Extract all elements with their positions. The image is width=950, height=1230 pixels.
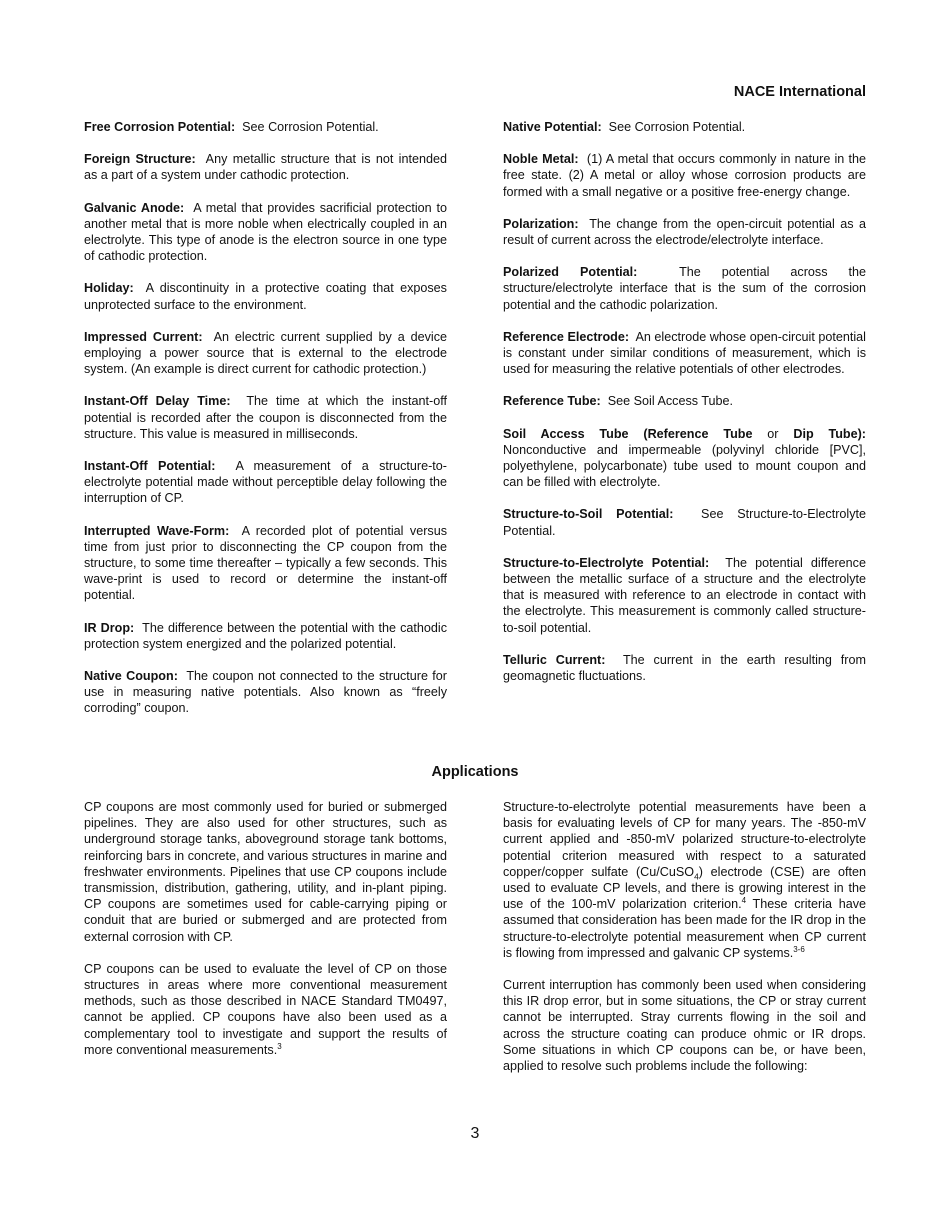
definition-text: An electric current supplied by a device employing a power source that is external to the electrode system. (An example is direct current for cathodic protection.) bbox=[84, 329, 447, 377]
definition-term-connector: or bbox=[752, 426, 794, 441]
definition-term: Native Coupon: bbox=[84, 669, 178, 684]
definition-text: The current in the earth resulting from geomagnetic fluctuations. bbox=[503, 652, 866, 684]
running-header: NACE International bbox=[733, 84, 866, 100]
definition-text: The time at which the instant-off potential is recorded after the coupon is disconnected from the structure. This value is measured in milliseconds. bbox=[84, 394, 447, 441]
definition-term: Impressed Current: bbox=[84, 329, 203, 344]
definition-term: Dip Tube): bbox=[793, 426, 866, 441]
definition-term: IR Drop: bbox=[84, 620, 135, 635]
definition-entry bbox=[84, 458, 447, 507]
definition-entry bbox=[503, 426, 866, 491]
definition-entry bbox=[84, 329, 447, 378]
definition-entry bbox=[503, 264, 866, 313]
definition-entry bbox=[84, 280, 447, 312]
definition-entry bbox=[503, 555, 866, 636]
definition-entry bbox=[84, 119, 447, 135]
definition-entry bbox=[503, 652, 866, 684]
definition-term: Noble Metal: bbox=[503, 152, 579, 167]
definition-text: The change from the open-circuit potential as a result of current across the electrode/electrolyte interface. bbox=[503, 216, 866, 248]
applications-paragraph: Current interruption has commonly been used when considering this IR drop error, but in some situations, the CP or stray current cannot be interrupted. Stray currents flowing in the soil and across the structure coating can produce ohmic or IR drops. Some situations in which CP coupons can be, or have been, applied to resolve such problems include the following: bbox=[503, 978, 866, 1074]
definition-entry bbox=[84, 393, 447, 442]
paragraph-text: These criteria have assumed that consideration has been made for the IR drop in the structure-to-electrolyte potential measurement when CP current is flowing from impressed and galvanic CP systems. bbox=[503, 897, 867, 960]
definition-term: Structure-to-Soil Potential: bbox=[503, 507, 674, 522]
definition-term: Reference Tube: bbox=[503, 394, 601, 409]
definition-entry bbox=[503, 216, 866, 248]
definition-term: Foreign Structure: bbox=[84, 152, 196, 167]
definition-entry bbox=[503, 506, 866, 538]
page-number: 3 bbox=[470, 1125, 480, 1142]
definition-term: Holiday: bbox=[84, 281, 134, 296]
definition-text: The coupon not connected to the structure for use in measuring native potentials. Also known as “freely corroding” coupon. bbox=[84, 669, 447, 716]
definition-term: Instant-Off Potential: bbox=[84, 459, 216, 474]
definition-term: Reference Electrode: bbox=[503, 329, 630, 344]
definitions-left-column bbox=[84, 119, 447, 717]
definition-text: (1) A metal that occurs commonly in nature in the free state. (2) A metal or alloy whose corrosion products are formed with a small negative or a positive free-energy change. bbox=[503, 152, 866, 199]
definition-text: The difference between the potential with the cathodic protection system energized and the polarized potential. bbox=[84, 620, 447, 651]
definition-term: Telluric Current: bbox=[503, 652, 606, 667]
definition-text: See Corrosion Potential. bbox=[242, 120, 379, 134]
definition-term: Structure-to-Electrolyte Potential: bbox=[503, 555, 710, 570]
definition-term: Free Corrosion Potential: bbox=[84, 120, 236, 134]
reference-superscript: 3-6 bbox=[793, 944, 805, 954]
definition-entry bbox=[84, 620, 447, 652]
definition-text: A metal that provides sacrificial protection to another metal that is more noble when electrically coupled in an electrolyte. This type of anode is the electron source in one type of cathodic protection. bbox=[84, 200, 447, 264]
definition-entry bbox=[503, 119, 866, 135]
definition-text: See Corrosion Potential. bbox=[608, 120, 746, 134]
definition-term: Polarization: bbox=[503, 216, 579, 231]
paragraph-text: Structure-to-electrolyte potential measurements have been a basis for evaluating levels of CP for many years. The -850-mV current applied and -850-mV polarized structure-to-electrolyte potential criterion measured with respect to a saturated copper/copper sulfate (Cu/CuSO bbox=[503, 800, 866, 879]
applications-paragraph bbox=[84, 961, 447, 1058]
definition-entry bbox=[503, 329, 866, 378]
definition-term: Polarized Potential: bbox=[503, 265, 638, 280]
definition-text: Nonconductive and impermeable (polyvinyl chloride [PVC], polyethylene, polycarbonate) tube used to mount coupon and can be filled with electrolyte. bbox=[503, 442, 866, 490]
definition-entry bbox=[84, 151, 447, 183]
reference-superscript: 3 bbox=[277, 1041, 282, 1051]
definition-text: A recorded plot of potential versus time from just prior to disconnecting the CP coupon from the structure, to some time thereafter – typically a few seconds. This wave-print is used to record or determine the instant-off potential. bbox=[84, 523, 448, 603]
paragraph-text: ) electrode (CSE) are often used to evaluate CP levels, and there is growing interest in the use of the 100-mV polarization criterion. bbox=[503, 864, 866, 912]
definition-text: The potential difference between the metallic surface of a structure and the electrolyte that is measured with reference to an electrode in contact with the electrolyte. This measurement is commonly called structure-to-soil potential. bbox=[503, 555, 866, 635]
definition-term: Soil Access Tube (Reference Tube bbox=[503, 426, 753, 441]
definition-term: Instant-Off Delay Time: bbox=[84, 394, 231, 409]
definition-entry bbox=[84, 523, 447, 604]
applications-paragraph bbox=[503, 799, 866, 961]
applications-right-column bbox=[503, 799, 866, 1074]
section-heading-applications: Applications bbox=[431, 764, 519, 780]
reference-superscript: 4 bbox=[741, 896, 747, 906]
definition-text: An electrode whose open-circuit potential is constant under similar conditions of measurement, which is used for measuring the relative potentials of other electrodes. bbox=[503, 329, 866, 377]
definition-text: See Structure-to-Electrolyte Potential. bbox=[503, 507, 867, 538]
paragraph-text: CP coupons can be used to evaluate the level of CP on those structures in areas where more conventional measurement methods, such as those described in NACE Standard TM0497, cannot be applied. CP coupons have also been used as a complementary tool to investigate and support the results of more conventional measurements. bbox=[84, 961, 447, 1057]
definition-entry bbox=[503, 393, 866, 409]
definition-text: Any metallic structure that is not intended as a part of a system under cathodic protection. bbox=[84, 152, 447, 183]
definition-text: A measurement of a structure-to-electrolyte potential made without perceptible delay following the interruption of CP. bbox=[84, 459, 448, 506]
applications-left-column bbox=[84, 799, 447, 1058]
definition-term: Galvanic Anode: bbox=[84, 200, 185, 215]
definition-text: A discontinuity in a protective coating that exposes unprotected surface to the environment. bbox=[84, 281, 447, 312]
applications-paragraph: CP coupons are most commonly used for buried or submerged pipelines. They are also used for other structures, such as underground storage tanks, aboveground storage tank bottoms, reinforcing bars in concrete, and various structures in marine and freshwater environments. Pipelines that use CP coupons include transmission, distribution, gathering, utility, and in-plant piping. CP coupons are sometimes used for cable-carrying piping or conduit that are buried or submerged and are protected from external corrosion with CP. bbox=[84, 800, 447, 944]
definition-term: Native Potential: bbox=[503, 120, 602, 134]
definition-text: The potential across the structure/electrolyte interface that is the sum of the corrosion potential and the cathodic polarization. bbox=[503, 265, 866, 312]
definition-entry bbox=[84, 200, 447, 265]
chemical-subscript: 4 bbox=[694, 871, 699, 882]
definition-text: See Soil Access Tube. bbox=[607, 394, 734, 409]
definition-term: Interrupted Wave-Form: bbox=[84, 523, 230, 538]
definition-entry bbox=[503, 151, 866, 200]
definition-entry bbox=[84, 668, 447, 717]
definitions-right-column bbox=[503, 119, 866, 684]
